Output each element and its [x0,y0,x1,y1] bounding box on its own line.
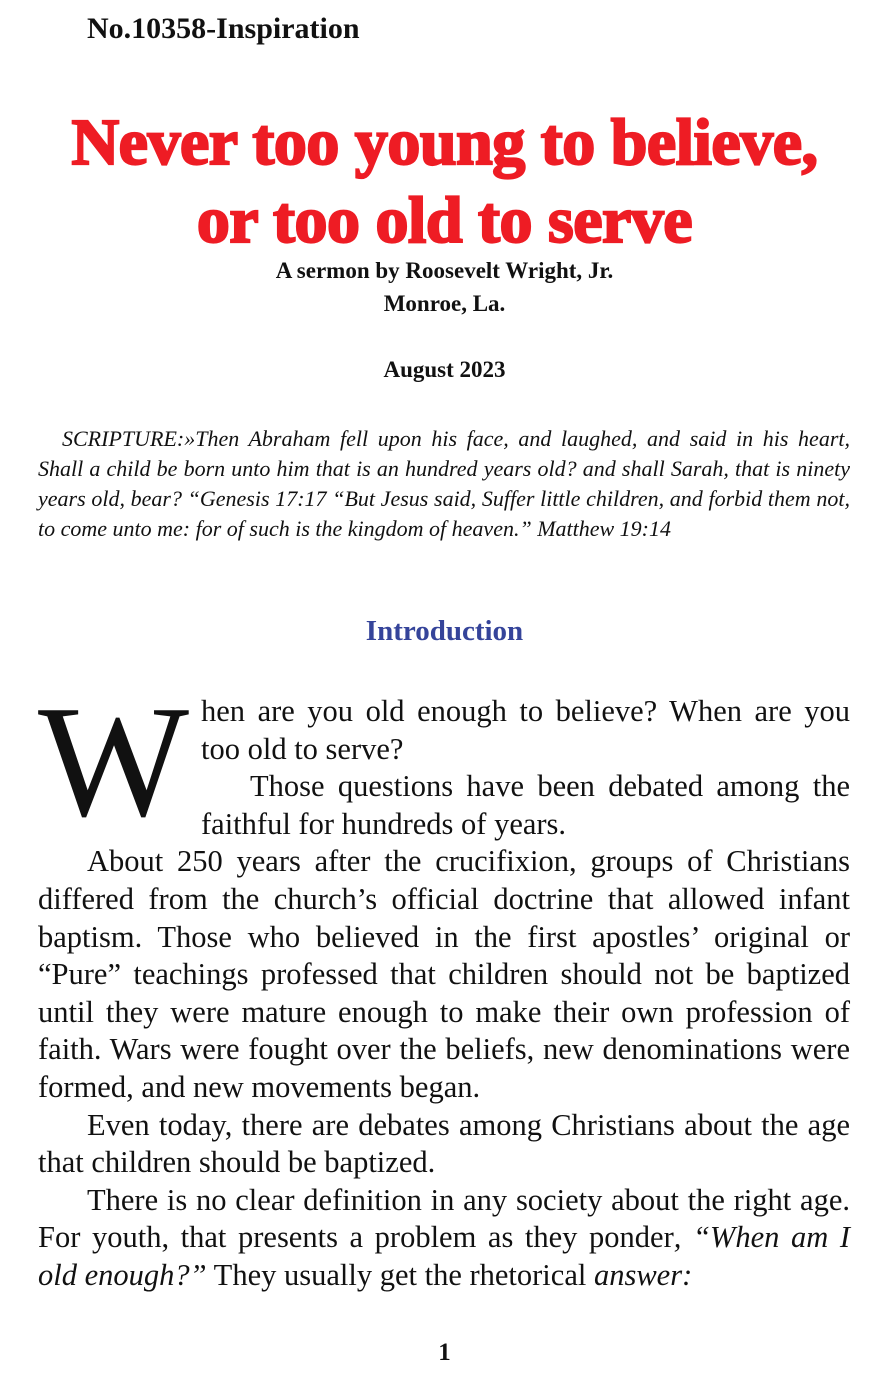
paragraph-1 [38,672,850,850]
paragraph-4-quote: , “When am I old enough?” [38,1220,850,1292]
publication-id: No.10358-Inspiration [87,12,360,45]
paragraph-1-line-2: Those questions have been debated among the faithful for hundreds of years. [201,769,850,841]
scripture-passage: SCRIPTURE:»Then Abraham fell upon his face, and laughed, and said in his heart, Shall a child be born unto him that is an hundred years old? and shall Sarah, that is ninety years old, bear? “Genesis 17:17 “But Jesus said, Suffer little children, and forbid them not, to come unto me: for of such is the kingdom of heaven.” Matthew 19:14 [38,426,850,541]
sermon-title [0,104,889,260]
paragraph-3: Even today, there are debates among Christians about the age that children should be baptized. [38,1107,850,1180]
location-line: Monroe, La. [383,291,506,316]
paragraph-4 [38,1182,850,1295]
paragraph-2: About 250 years after the crucifixion, groups of Christians differed from the church’s official doctrine that allowed infant baptism. Those who believed in the first apostles’ original or “Pure” teachings professed that children should not be baptized until they were mature enough to make their own profession of faith. Wars were fought over the beliefs, new denominations were formed, and new movements began. [38,844,850,1104]
paragraph-1-line-1: hen are you old enough to believe? When are you too old to serve? [201,694,850,766]
paragraph-4-middle: They usually get the rhetorical [206,1257,594,1292]
page-number: 1 [438,1339,451,1366]
sermon-title-line-1: Never too young to believe, [71,106,818,179]
date-line: August 2023 [383,357,506,382]
drop-cap: W [38,672,190,850]
sermon-body [38,672,850,1295]
section-heading-introduction: Introduction [365,615,524,647]
author-line: A sermon by Roosevelt Wright, Jr. [275,258,614,283]
paragraph-4-start: There is no clear definition in any society about the right age. For youth, that presents a problem as they ponder [38,1182,850,1255]
paragraph-4-end: answer: [593,1257,693,1292]
sermon-title-line-2: or too old to serve [196,184,693,257]
